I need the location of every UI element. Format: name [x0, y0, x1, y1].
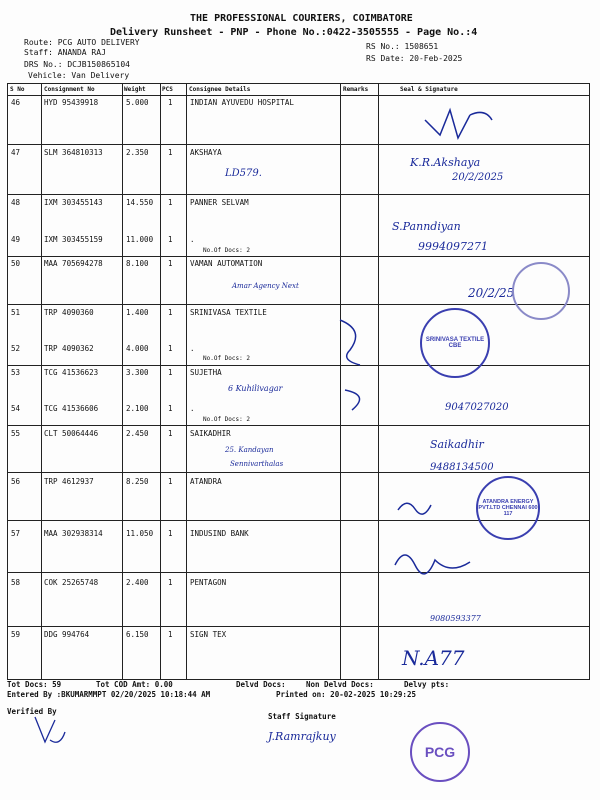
pcs-cell: 1 [168, 344, 173, 353]
row-divider [7, 425, 590, 426]
docs-count: No.Of Docs: 2 [203, 355, 250, 362]
srinivasa-textile-stamp [420, 308, 490, 378]
consignee-cell: . [190, 344, 195, 353]
weight-cell: 5.000 [126, 98, 149, 107]
handwritten-signature: Saikadhir [430, 438, 484, 451]
consignment-cell: HYD 95439918 [44, 98, 99, 107]
col-divider [122, 83, 123, 680]
pcs-cell: 1 [168, 630, 173, 639]
docs-count: No.Of Docs: 2 [203, 247, 250, 254]
col-divider [41, 83, 42, 680]
sno-cell: 54 [11, 404, 21, 413]
staff-signature-label: Staff Signature [268, 712, 336, 721]
sno-cell: 52 [11, 344, 21, 353]
col-divider [186, 83, 187, 680]
consignment-cell: COK 25265748 [44, 578, 99, 587]
sno-cell: 55 [11, 429, 21, 438]
consignment-cell: TRP 4090360 [44, 308, 94, 317]
col-header-sno: S No [10, 86, 25, 93]
pcs-cell: 1 [168, 148, 173, 157]
consignee-cell: SIGN TEX [190, 630, 227, 639]
pcs-cell: 1 [168, 529, 173, 538]
sno-cell: 56 [11, 477, 21, 486]
weight-cell: 3.300 [126, 368, 149, 377]
sno-cell: 48 [11, 198, 21, 207]
weight-cell: 8.100 [126, 259, 149, 268]
total-cod: Tot COD Amt: 0.00 [96, 680, 173, 689]
consignment-cell: TCG 41536606 [44, 404, 99, 413]
handwritten-signature: N.A77 [402, 646, 465, 670]
sno-cell: 47 [11, 148, 21, 157]
col-header-remarks: Remarks [343, 86, 369, 93]
consignee-cell: VAMAN AUTOMATION [190, 259, 263, 268]
weight-cell: 6.150 [126, 630, 149, 639]
sno-cell: 49 [11, 235, 21, 244]
sno-cell: 58 [11, 578, 21, 587]
signature-scribble [420, 100, 500, 145]
stamp-text: ATANDRA ENERGY PVT.LTD CHENNAI 600 117 [478, 499, 538, 517]
row-divider [7, 626, 590, 627]
consignee-cell: SUJETHA [190, 368, 222, 377]
company-title: THE PROFESSIONAL COURIERS, COIMBATORE [190, 13, 413, 24]
staff-signature-handwritten: J.Ramrajkuy [268, 730, 336, 743]
pcs-cell: 1 [168, 198, 173, 207]
handwritten-date: 20/2/25 [468, 286, 515, 300]
consignee-cell: AKSHAYA [190, 148, 222, 157]
stamp-text: SRINIVASA TEXTILE CBE [425, 337, 485, 349]
handwritten-note: 25. Kandayan [225, 446, 274, 454]
consignment-cell: MAA 705694278 [44, 259, 103, 268]
signature-scribble [330, 310, 390, 420]
handwritten-phone: 9488134500 [430, 462, 494, 473]
consignee-cell: . [190, 235, 195, 244]
pcs-cell: 1 [168, 308, 173, 317]
weight-cell: 2.450 [126, 429, 149, 438]
handwritten-phone: 9080593377 [430, 614, 481, 623]
col-divider [160, 83, 161, 680]
weight-cell: 1.400 [126, 308, 149, 317]
entered-by: Entered By :BKUMARMMPT 02/20/2025 10:18:44 AM [7, 690, 211, 699]
row-divider [7, 95, 590, 96]
verified-signature-scribble [30, 712, 70, 752]
verified-by: Verified By [7, 707, 57, 716]
row-divider [7, 572, 590, 573]
row-divider [7, 144, 590, 145]
runsheet-title: Delivery Runsheet - PNP - Phone No.:0422-3505555 - Page No.:4 [110, 27, 478, 38]
delivery-points: Delvy pts: [404, 680, 450, 689]
row-divider [7, 365, 590, 366]
handwritten-phone: 9994097271 [418, 240, 488, 253]
consignment-cell: TRP 4612937 [44, 477, 94, 486]
consignment-cell: CLT 50064446 [44, 429, 99, 438]
rs-number: RS No.: 1508651 [366, 42, 439, 51]
pcs-cell: 1 [168, 235, 173, 244]
weight-cell: 4.000 [126, 344, 149, 353]
col-header-weight: Weight [124, 86, 146, 93]
pcs-cell: 1 [168, 368, 173, 377]
weight-cell: 2.350 [126, 148, 149, 157]
consignee-cell: INDUSIND BANK [190, 529, 249, 538]
consignment-cell: IXM 303455143 [44, 198, 103, 207]
sno-cell: 57 [11, 529, 21, 538]
pcg-stamp [410, 722, 470, 782]
handwritten-signature: S.Panndiyan [392, 220, 461, 233]
row-divider [7, 472, 590, 473]
sno-cell: 46 [11, 98, 21, 107]
col-header-consignee: Consignee Details [189, 86, 251, 93]
weight-cell: 11.000 [126, 235, 154, 244]
faded-seal [512, 262, 570, 320]
consignee-cell: SRINIVASA TEXTILE [190, 308, 267, 317]
consignee-cell: PANNER SELVAM [190, 198, 249, 207]
stamp-text: PCG [424, 744, 456, 760]
vehicle: Vehicle: Van Delivery [28, 71, 130, 80]
handwritten-note: Sennivarthalas [230, 460, 284, 468]
pcs-cell: 1 [168, 404, 173, 413]
row-divider [7, 256, 590, 257]
weight-cell: 14.550 [126, 198, 154, 207]
pcs-cell: 1 [168, 429, 173, 438]
consignment-cell: SLM 364810313 [44, 148, 103, 157]
staff: Staff: ANANDA RAJ [24, 48, 106, 57]
handwritten-note: Amar Agency Next [232, 282, 299, 290]
signature-scribble [390, 540, 480, 580]
weight-cell: 8.250 [126, 477, 149, 486]
weight-cell: 11.050 [126, 529, 154, 538]
consignee-cell: PENTAGON [190, 578, 227, 587]
consignment-cell: DDG 994764 [44, 630, 90, 639]
row-divider [7, 194, 590, 195]
pcs-cell: 1 [168, 578, 173, 587]
handwritten-phone: 9047027020 [445, 402, 509, 413]
non-delivered-docs: Non Delvd Docs: [306, 680, 374, 689]
delivered-docs: Delvd Docs: [236, 680, 286, 689]
weight-cell: 2.100 [126, 404, 149, 413]
consignee-cell: ATANDRA [190, 477, 222, 486]
consignment-cell: TCG 41536623 [44, 368, 99, 377]
consignee-cell: INDIAN AYUVEDU HOSPITAL [190, 98, 294, 107]
consignee-cell: SAIKADHIR [190, 429, 231, 438]
pcs-cell: 1 [168, 98, 173, 107]
docs-count: No.Of Docs: 2 [203, 416, 250, 423]
route: Route: PCG AUTO DELIVERY [24, 38, 140, 47]
sno-cell: 51 [11, 308, 21, 317]
weight-cell: 2.400 [126, 578, 149, 587]
sno-cell: 59 [11, 630, 21, 639]
rs-date: RS Date: 20-Feb-2025 [366, 54, 463, 63]
col-header-consignment: Consignment No [44, 86, 95, 93]
col-header-pcs: PCS [162, 86, 173, 93]
consignment-cell: TRP 4090362 [44, 344, 94, 353]
handwritten-date: 20/2/2025 [452, 172, 504, 183]
pcs-cell: 1 [168, 477, 173, 486]
consignee-cell: . [190, 404, 195, 413]
sno-cell: 50 [11, 259, 21, 268]
total-docs: Tot Docs: 59 [7, 680, 62, 689]
atandra-energy-stamp [476, 476, 540, 540]
consignment-cell: IXM 303455159 [44, 235, 103, 244]
signature-scribble [395, 495, 435, 520]
consignment-cell: MAA 302938314 [44, 529, 103, 538]
col-header-seal: Seal & Signature [400, 86, 458, 93]
printed-on: Printed on: 20-02-2025 10:29:25 [276, 690, 416, 699]
row-divider [7, 304, 590, 305]
drs-number: DRS No.: DCJB150865104 [24, 60, 130, 69]
handwritten-signature: K.R.Akshaya [410, 156, 481, 169]
handwritten-note: 6 Kuhilivagar [228, 384, 283, 393]
sno-cell: 53 [11, 368, 21, 377]
pcs-cell: 1 [168, 259, 173, 268]
handwritten-note: LD579. [225, 168, 262, 179]
